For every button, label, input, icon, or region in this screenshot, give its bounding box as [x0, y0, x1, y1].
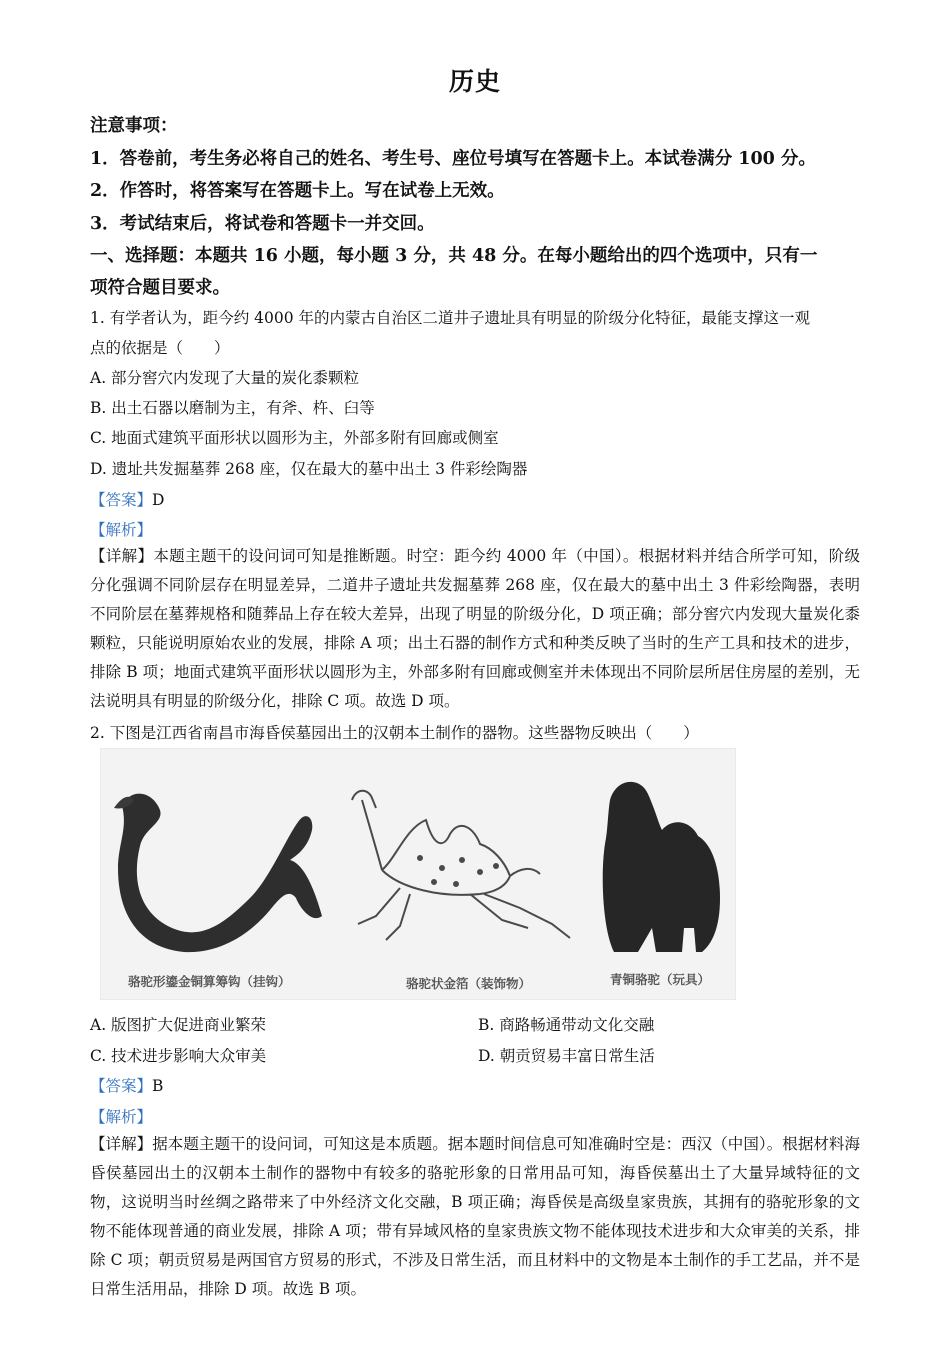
- q2-option-a: A. 版图扩大促进商业繁荣: [90, 1016, 267, 1034]
- notice-item-2: 2．作答时，将答案写在答题卡上。写在试卷上无效。: [90, 181, 505, 201]
- artifact-figure: [100, 748, 736, 1000]
- answer-value: D: [152, 491, 165, 509]
- q2-analysis-label: 【解析】: [90, 1108, 153, 1126]
- q1-option-b: B. 出土石器以磨制为主，有斧、杵、臼等: [90, 399, 375, 417]
- notice-heading: 注意事项：: [90, 116, 178, 136]
- answer-value: B: [152, 1077, 164, 1095]
- detail-text: 据本题主题干的设问词，可知这是本质题。据本题时间信息可知准确时空是：西汉（中国）。根据材料海昏侯墓园出土的汉朝本土制作的器物中有较多的骆驼形象的日常用品可知，海昏侯墓出土了大量异域特征的文物，这说明当时丝绸之路带来了中外经济文化交融，B 项正确；海昏侯是高级皇家贵族，其拥有的骆驼形象的文物不能体现普通的商业发展，排除 A 项；带有异域风格的皇家贵族文物不能体现技术进步和大众审美的关系，排除 C 项；朝贡贸易是两国官方贸易的形式，不涉及日常生活，而且材料中的文物是本土制作的手工艺品，并不是日常生活用品，排除 D 项。故选 B 项。: [90, 1135, 860, 1298]
- q1-detail: [90, 542, 860, 716]
- q1-answer: [90, 488, 860, 510]
- q1-option-a: A. 部分窖穴内发现了大量的炭化黍颗粒: [90, 369, 360, 387]
- section-heading-line1: 一、选择题：本题共 16 小题，每小题 3 分，共 48 分。在每小题给出的四个选项中，只有一: [90, 246, 818, 266]
- q2-option-c: C. 技术进步影响大众审美: [90, 1047, 267, 1065]
- q2-option-d: D. 朝贡贸易丰富日常生活: [478, 1047, 655, 1065]
- q1-stem-line1: 1. 有学者认为，距今约 4000 年的内蒙古自治区二道井子遗址具有明显的阶级分化特征，最能支撑这一观: [90, 309, 811, 327]
- q1-option-d: D. 遗址共发掘墓葬 268 座，仅在最大的墓中出土 3 件彩绘陶器: [90, 460, 528, 478]
- q1-option-c: C. 地面式建筑平面形状以圆形为主，外部多附有回廊或侧室: [90, 429, 499, 447]
- caption-camel-hook: 骆驼形鎏金铜算筹钩（挂钩）: [128, 974, 291, 989]
- notice-item-1: 1．答卷前，考生务必将自己的姓名、考生号、座位号填写在答题卡上。本试卷满分 100 分。: [90, 149, 816, 169]
- caption-bronze-camel: 青铜骆驼（玩具）: [610, 972, 711, 987]
- answer-label: 【答案】: [90, 491, 153, 509]
- q2-stem: 2. 下图是江西省南昌市海昏侯墓园出土的汉朝本土制作的器物。这些器物反映出（ ）: [90, 724, 699, 742]
- answer-label: 【答案】: [90, 1077, 153, 1095]
- q2-option-b: B. 商路畅通带动文化交融: [478, 1016, 655, 1034]
- detail-text: 本题主题干的设问词可知是推断题。时空：距今约 4000 年（中国）。根据材料并结合所学可知，阶级分化强调不同阶层存在明显差异，二道井子遗址共发掘墓葬 268 座，仅在最大的墓中出土 3 件彩绘陶器，表明不同阶层在墓葬规格和随葬品上存在较大差异，出现了明显的阶级分化，D 项正确；部分窖穴内发现大量炭化黍颗粒，只能说明原始农业的发展，排除 A 项；出土石器的制作方式和种类反映了当时的生产工具和技术的进步，排除 B 项；地面式建筑平面形状以圆形为主，外部多附有回廊或侧室并未体现出不同阶层所居住房屋的差别，无法说明具有明显的阶级分化，排除 C 项。故选 D 项。: [90, 547, 860, 710]
- q1-stem-line2: 点的依据是（ ）: [90, 339, 230, 357]
- section-heading-line2: 项符合题目要求。: [90, 278, 230, 298]
- caption-gold-foil: 骆驼状金箔（装饰物）: [406, 976, 532, 991]
- page-title: 历史: [448, 67, 501, 96]
- detail-label: 【详解】: [90, 1135, 153, 1153]
- q2-detail: [90, 1130, 860, 1304]
- q1-analysis-label: 【解析】: [90, 521, 153, 539]
- q2-answer: [90, 1074, 860, 1096]
- artifact-photo: [100, 748, 736, 1000]
- notice-item-3: 3．考试结束后，将试卷和答题卡一并交回。: [90, 214, 435, 234]
- detail-label: 【详解】: [90, 547, 154, 565]
